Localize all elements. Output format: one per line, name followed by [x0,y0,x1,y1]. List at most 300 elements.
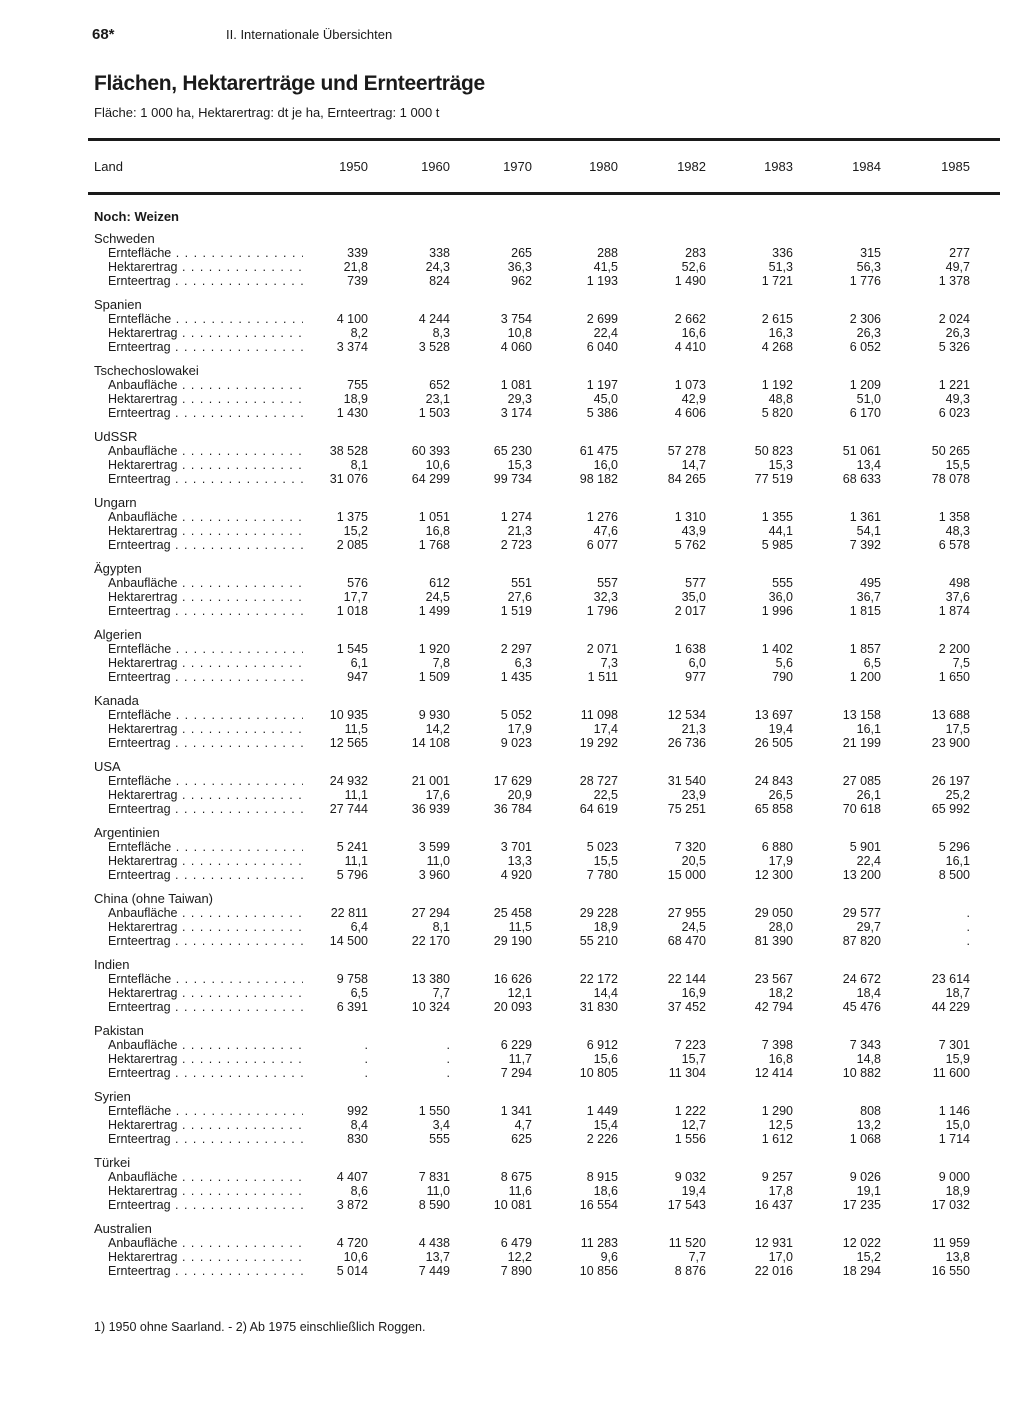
table-cell: 5 985 [761,538,793,552]
row-label: Anbaufläche . . . [108,906,303,920]
table-cell: 1 341 [500,1104,532,1118]
table-cell: 8 590 [418,1198,450,1212]
header-year-0: 1950 [339,159,368,174]
row-label: Ernteertrag . . . [108,538,303,552]
table-cell: 790 [772,670,793,684]
table-cell: 1 192 [761,378,793,392]
table-cell: 11 600 [932,1066,970,1080]
section-title: Noch: Weizen [94,209,179,224]
country-block [0,231,1024,297]
row-label: Ernteertrag . . . [108,934,303,948]
table-cell: 1 193 [586,274,618,288]
table-cell: 4 244 [418,312,450,326]
table-cell: 51,0 [856,392,881,406]
table-cell: 42,9 [681,392,706,406]
table-cell: 9 000 [938,1170,970,1184]
table-cell: 17,4 [593,722,618,736]
table-cell: 10 324 [411,1000,450,1014]
row-label: Hektarertrag . . . [108,722,303,736]
table-body [0,231,1024,1287]
country-name: Pakistan [94,1023,144,1038]
table-cell: 15,5 [593,854,618,868]
table-row [0,802,1024,816]
table-cell: 2 024 [938,312,970,326]
table-cell: 1 276 [586,510,618,524]
row-label: Anbaufläche . . . [108,576,303,590]
table-cell: 18,7 [945,986,970,1000]
country-name: Schweden [94,231,155,246]
table-cell: 1 920 [418,642,450,656]
table-cell: 12 022 [842,1236,881,1250]
table-cell: 1 996 [761,604,793,618]
row-label: Ernteertrag . . . [108,604,303,618]
table-header-rule [88,192,1000,195]
table-cell: 17 629 [493,774,532,788]
row-label: Ernteertrag . . . [108,1264,303,1278]
country-block [0,1221,1024,1287]
table-row [0,972,1024,986]
table-cell: 15,5 [945,458,970,472]
table-cell: 3 374 [336,340,368,354]
table-cell: 15,3 [768,458,793,472]
table-cell: 13 380 [411,972,450,986]
table-cell: 31 540 [667,774,706,788]
table-cell: 2 306 [849,312,881,326]
table-row [0,1052,1024,1066]
table-cell: 6 023 [938,406,970,420]
table-cell: 28 727 [579,774,618,788]
table-cell: 1 068 [849,1132,881,1146]
table-cell: 4 410 [674,340,706,354]
table-cell: 26,5 [768,788,793,802]
table-cell: 17,6 [425,788,450,802]
table-cell: 277 [949,246,970,260]
table-cell: 6,3 [514,656,532,670]
table-cell: 1 714 [938,1132,970,1146]
table-cell: 9 023 [500,736,532,750]
country-block [0,693,1024,759]
table-cell: . [364,1066,368,1080]
country-block [0,561,1024,627]
table-cell: 2 085 [336,538,368,552]
table-cell: 6 170 [849,406,881,420]
table-cell: 77 519 [754,472,793,486]
table-cell: 2 297 [500,642,532,656]
table-cell: 36,3 [507,260,532,274]
table-cell: . [446,1052,450,1066]
table-cell: 4 060 [500,340,532,354]
table-cell: 5 052 [500,708,532,722]
table-cell: 13 688 [931,708,970,722]
table-row [0,920,1024,934]
table-cell: 7 392 [849,538,881,552]
table-row [0,538,1024,552]
country-block [0,891,1024,957]
table-cell: . [966,934,970,948]
table-cell: 51,3 [768,260,793,274]
row-label: Hektarertrag . . . [108,524,303,538]
table-cell: 36,7 [856,590,881,604]
table-cell: 99 734 [493,472,532,486]
table-row [0,1066,1024,1080]
table-row [0,590,1024,604]
table-cell: 1 638 [674,642,706,656]
table-cell: 11,5 [508,920,532,934]
table-cell: 49,7 [945,260,970,274]
row-label: Hektarertrag . . . [108,788,303,802]
table-row [0,788,1024,802]
country-block [0,957,1024,1023]
table-cell: 5 296 [938,840,970,854]
table-cell: 19 292 [579,736,618,750]
table-cell: 12,1 [507,986,532,1000]
table-cell: 1 519 [500,604,532,618]
table-cell: 29 050 [754,906,793,920]
table-cell: 7,7 [432,986,450,1000]
country-name: Australien [94,1221,152,1236]
row-label: Hektarertrag . . . [108,392,303,406]
table-cell: 3 754 [500,312,532,326]
table-cell: 7,5 [952,656,970,670]
table-cell: 1 073 [674,378,706,392]
table-row [0,1184,1024,1198]
table-row [0,524,1024,538]
table-cell: 31 830 [579,1000,618,1014]
table-row [0,1000,1024,1014]
table-cell: 29 577 [842,906,881,920]
table-cell: 26 197 [931,774,970,788]
table-cell: 14,8 [856,1052,881,1066]
table-cell: 18 294 [842,1264,881,1278]
table-cell: 1 499 [418,604,450,618]
table-cell: 60 393 [411,444,450,458]
table-row [0,260,1024,274]
table-cell: 1 402 [761,642,793,656]
table-cell: 8 675 [500,1170,532,1184]
table-cell: 1 358 [938,510,970,524]
country-name: Argentinien [94,825,160,840]
table-cell: 755 [347,378,368,392]
country-name: Ungarn [94,495,137,510]
table-cell: 1 556 [674,1132,706,1146]
table-row [0,326,1024,340]
row-label: Hektarertrag . . . [108,1184,303,1198]
table-cell: 26 505 [754,736,793,750]
table-row [0,1170,1024,1184]
country-name: Algerien [94,627,142,642]
row-label: Hektarertrag . . . [108,986,303,1000]
table-cell: 992 [347,1104,368,1118]
table-cell: 11,6 [508,1184,532,1198]
table-cell: 26,3 [945,326,970,340]
table-cell: 52,6 [681,260,706,274]
table-cell: 5 241 [336,840,368,854]
table-cell: 495 [860,576,881,590]
table-cell: 23,1 [425,392,450,406]
table-cell: 3 960 [418,868,450,882]
country-name: Syrien [94,1089,131,1104]
table-cell: 6 391 [336,1000,368,1014]
table-cell: 1 355 [761,510,793,524]
table-cell: 1 209 [849,378,881,392]
table-cell: 21 199 [842,736,881,750]
row-label: Hektarertrag . . . [108,1118,303,1132]
table-cell: 555 [772,576,793,590]
table-cell: 50 265 [931,444,970,458]
table-cell: 7 343 [849,1038,881,1052]
table-cell: 4 438 [418,1236,450,1250]
table-row [0,1132,1024,1146]
table-cell: 7,8 [432,656,450,670]
table-cell: 16,9 [681,986,706,1000]
table-cell: 612 [429,576,450,590]
row-label: Hektarertrag . . . [108,260,303,274]
table-cell: 10 935 [329,708,368,722]
table-row [0,840,1024,854]
country-block [0,1023,1024,1089]
table-cell: 17 543 [667,1198,706,1212]
table-cell: 12 300 [754,868,793,882]
table-cell: 1 146 [938,1104,970,1118]
table-cell: 10 081 [493,1198,532,1212]
table-cell: 37 452 [667,1000,706,1014]
table-cell: 9 758 [336,972,368,986]
table-cell: 29,7 [856,920,881,934]
table-cell: 21,8 [343,260,368,274]
table-cell: 13 200 [842,868,881,882]
row-label: Ernteertrag . . . [108,406,303,420]
table-cell: 576 [347,576,368,590]
table-cell: 947 [347,670,368,684]
table-cell: 1 776 [849,274,881,288]
table-cell: 15,7 [681,1052,706,1066]
table-cell: 37,6 [945,590,970,604]
table-cell: 21,3 [681,722,706,736]
table-cell: 27 085 [842,774,881,788]
table-cell: 22 016 [754,1264,793,1278]
table-cell: . [364,1052,368,1066]
table-cell: 3 872 [336,1198,368,1212]
table-cell: 6 578 [938,538,970,552]
table-cell: 1 509 [418,670,450,684]
table-row [0,708,1024,722]
table-cell: 16 626 [493,972,532,986]
table-row [0,1104,1024,1118]
table-cell: 962 [511,274,532,288]
row-label: Erntefläche . . . [108,708,303,722]
row-label: Ernteertrag . . . [108,802,303,816]
table-cell: 1 375 [336,510,368,524]
table-cell: 25,2 [945,788,970,802]
row-label: Ernteertrag . . . [108,736,303,750]
table-cell: 2 615 [761,312,793,326]
table-cell: 551 [511,576,532,590]
table-cell: 18,9 [945,1184,970,1198]
table-cell: 68 633 [842,472,881,486]
table-cell: 28,0 [768,920,793,934]
table-cell: 652 [429,378,450,392]
row-label: Hektarertrag . . . [108,1250,303,1264]
table-cell: 6 880 [761,840,793,854]
table-cell: 17 235 [842,1198,881,1212]
table-cell: 22 172 [579,972,618,986]
table-cell: 11,0 [426,854,450,868]
table-cell: 1 197 [586,378,618,392]
table-cell: 12,5 [768,1118,793,1132]
table-cell: 14,2 [425,722,450,736]
table-cell: 625 [511,1132,532,1146]
table-cell: 7 301 [938,1038,970,1052]
table-cell: 9 930 [418,708,450,722]
table-row [0,736,1024,750]
row-label: Erntefläche . . . [108,1104,303,1118]
table-row [0,934,1024,948]
row-label: Erntefläche . . . [108,246,303,260]
table-cell: 4 606 [674,406,706,420]
table-cell: 50 823 [754,444,793,458]
table-cell: 5 820 [761,406,793,420]
table-cell: 7 294 [500,1066,532,1080]
table-cell: 29 190 [493,934,532,948]
table-cell: 1 503 [418,406,450,420]
table-row [0,906,1024,920]
table-cell: 16,1 [945,854,970,868]
table-cell: 1 545 [336,642,368,656]
row-label: Hektarertrag . . . [108,854,303,868]
table-cell: 42 794 [754,1000,793,1014]
table-cell: 84 265 [667,472,706,486]
country-name: Türkei [94,1155,131,1170]
table-cell: 26,3 [856,326,881,340]
table-cell: 5 796 [336,868,368,882]
table-cell: 45 476 [842,1000,881,1014]
page-number: 68* [92,26,115,43]
table-cell: 16,1 [856,722,881,736]
row-label: Ernteertrag . . . [108,1000,303,1014]
table-cell: 24,5 [425,590,450,604]
table-cell: 8,2 [350,326,368,340]
table-cell: 6 052 [849,340,881,354]
table-cell: 13 158 [842,708,881,722]
table-cell: 8 500 [938,868,970,882]
table-cell: 12,7 [681,1118,706,1132]
table-cell: 19,4 [768,722,793,736]
table-cell: 22,4 [856,854,881,868]
table-row [0,1038,1024,1052]
table-cell: . [966,920,970,934]
table-row [0,656,1024,670]
row-label: Hektarertrag . . . [108,1052,303,1066]
table-top-rule [88,138,1000,141]
table-cell: 23 567 [754,972,793,986]
table-cell: 22 144 [667,972,706,986]
table-cell: 5 014 [336,1264,368,1278]
table-row [0,312,1024,326]
table-cell: 24 672 [842,972,881,986]
table-cell: 15,2 [343,524,368,538]
table-cell: 20,5 [681,854,706,868]
header-year-4: 1982 [677,159,706,174]
row-label: Anbaufläche . . . [108,1170,303,1184]
table-cell: 2 699 [586,312,618,326]
table-cell: 36 939 [411,802,450,816]
table-cell: 1 490 [674,274,706,288]
table-row [0,458,1024,472]
row-label: Anbaufläche . . . [108,510,303,524]
table-cell: 4 268 [761,340,793,354]
table-cell: 35,0 [681,590,706,604]
table-cell: 17,0 [768,1250,793,1264]
table-cell: 17,8 [768,1184,793,1198]
table-cell: 10,8 [507,326,532,340]
table-cell: 1 721 [761,274,793,288]
table-cell: 283 [685,246,706,260]
table-cell: 61 475 [579,444,618,458]
header-year-2: 1970 [503,159,532,174]
units-subtitle: Fläche: 1 000 ha, Hektarertrag: dt je ha, Ernteertrag: 1 000 t [94,105,440,120]
row-label: Anbaufläche . . . [108,378,303,392]
table-cell: 27,6 [507,590,532,604]
row-label: Erntefläche . . . [108,840,303,854]
table-cell: 12 565 [329,736,368,750]
table-cell: 29,3 [507,392,532,406]
table-cell: 11 098 [580,708,618,722]
table-cell: 577 [685,576,706,590]
table-cell: 338 [429,246,450,260]
table-cell: 43,9 [681,524,706,538]
table-cell: 6,5 [863,656,881,670]
table-cell: 44 229 [931,1000,970,1014]
table-row [0,774,1024,788]
table-row [0,1264,1024,1278]
table-cell: 27 744 [329,802,368,816]
table-cell: 1 200 [849,670,881,684]
country-block [0,297,1024,363]
table-cell: 1 612 [761,1132,793,1146]
table-cell: 15 000 [667,868,706,882]
table-cell: 16,8 [425,524,450,538]
row-label: Hektarertrag . . . [108,656,303,670]
table-cell: 44,1 [768,524,793,538]
table-cell: 9,6 [600,1250,618,1264]
table-cell: 18,9 [593,920,618,934]
table-row [0,378,1024,392]
table-cell: 7 320 [674,840,706,854]
table-cell: 36 784 [493,802,532,816]
row-label: Erntefläche . . . [108,774,303,788]
row-label: Ernteertrag . . . [108,274,303,288]
table-cell: 13,2 [856,1118,881,1132]
table-cell: 10,6 [425,458,450,472]
country-name: Indien [94,957,130,972]
table-cell: 65 230 [493,444,532,458]
table-cell: 27 294 [411,906,450,920]
table-cell: 11,7 [508,1052,532,1066]
table-cell: 265 [511,246,532,260]
page-title: Flächen, Hektarerträge und Ernteerträge [94,72,485,95]
row-label: Ernteertrag . . . [108,1066,303,1080]
table-cell: 23 900 [931,736,970,750]
table-cell: 48,8 [768,392,793,406]
table-cell: 16,3 [768,326,793,340]
table-cell: 25 458 [493,906,532,920]
table-cell: 6,1 [350,656,368,670]
table-cell: 1 051 [418,510,450,524]
table-cell: 6 229 [500,1038,532,1052]
table-cell: 20 093 [493,1000,532,1014]
table-cell: 22,5 [593,788,618,802]
table-cell: . [446,1038,450,1052]
